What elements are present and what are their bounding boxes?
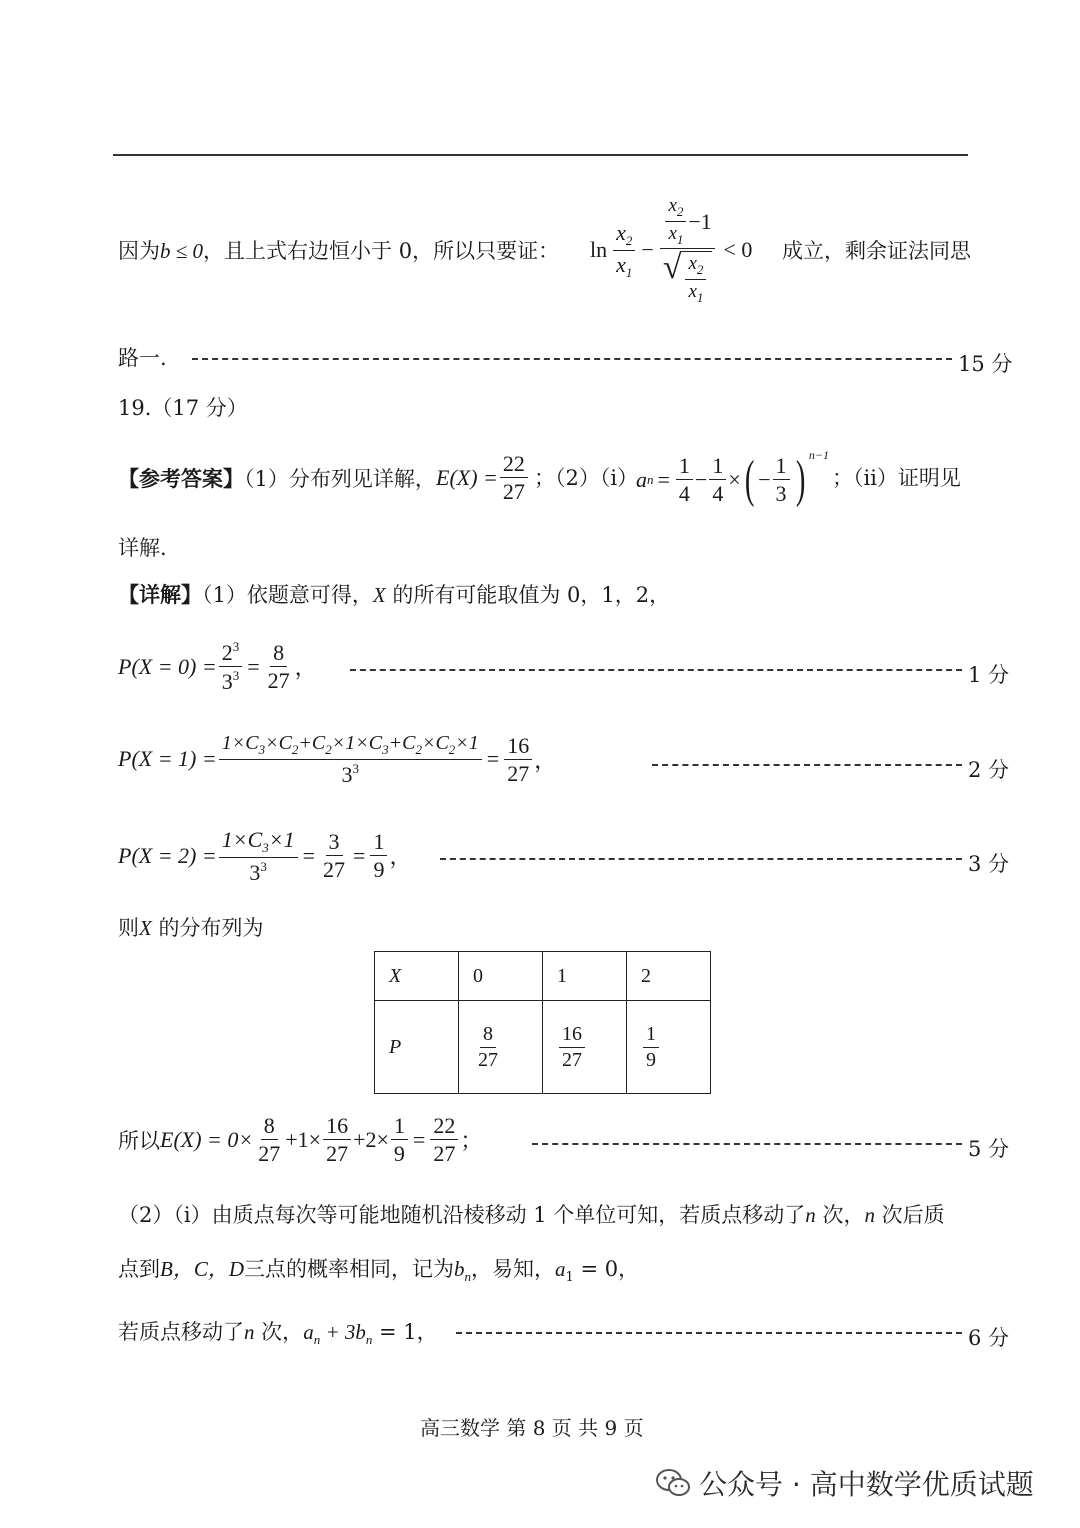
score-2: 2 分 (968, 758, 1010, 782)
answer-cont: 详解. (118, 536, 167, 560)
line1-suffix: 成立，剩余证法同思 (782, 239, 971, 263)
table-cell: X (375, 952, 459, 1001)
answer-part2: ；（2）（i） (534, 466, 639, 490)
answer-text: 【参考答案】（1）分布列见详解， (118, 466, 436, 491)
part2-line2: 点到B，C，D三点的概率相同，记为$b_n$，易知，$a_1 = 0$， (118, 1257, 640, 1285)
answer-an: a n = $\frac{1}{4}$ − $\frac{1}{4}$ × ( − $\frac{1}{3}$ ) n−1 (636, 448, 829, 508)
dash-leader (456, 1332, 962, 1334)
table-cell: P (375, 1001, 459, 1094)
score-5: 5 分 (968, 1137, 1010, 1161)
score-1: 1 分 (968, 663, 1010, 687)
p2-formula: P(X = 2) = $\frac{1\times C_3\times 1}{3^3}$ = $\frac{3}{27}$ = $\frac{1}{9}$ ， (118, 827, 412, 885)
page-footer: 高三数学 第 8 页 共 9 页 (420, 1416, 644, 1440)
table-cell: 0 (459, 952, 543, 1001)
table-cell: 1 (543, 952, 627, 1001)
wechat-icon (655, 1468, 691, 1498)
dash-leader (192, 358, 952, 360)
part2-line3: 若质点移动了n 次，$a_n + 3b_n = 1$， (118, 1320, 438, 1347)
table-cell: 2 (627, 952, 711, 1001)
dash-leader (652, 764, 962, 766)
ex-formula: 所以 E(X) = 0× $\frac{8}{27}$ +1× $\frac{16}{27}$ +2× $\frac{1}{9}$ = $\frac{22}{27}$ ； (118, 1113, 483, 1167)
part2-line1: （2）（i）由质点每次等可能地随机沿棱移动 1 个单位可知，若质点移动了n 次，n 次后质 (118, 1203, 945, 1227)
watermark-text: 公众号 · 高中数学优质试题 (699, 1468, 1034, 1501)
p1-formula: P(X = 1) = $\frac{1\times C_3\times C_2+C_2\times 1\times C_3+C_2\times C_2\times 1}{3^3}$ = $\frac{16}{27}$ ， (118, 732, 557, 787)
score-15: 15 分 (958, 352, 1013, 376)
dash-leader (532, 1143, 962, 1145)
table-cell: $\frac{8}{27}$ (459, 1001, 543, 1094)
score-3: 3 分 (968, 852, 1010, 876)
header-rule (113, 154, 968, 156)
question-19: 19.（17 分） (118, 396, 248, 420)
dash-leader (440, 858, 962, 860)
answer-part3: ；（ii）证明见 (832, 466, 961, 490)
line1-formula: ln $\frac{x_2}{x_1}$ − $\frac{x_2}{x_1}$ −1 √ $\frac{x_2}{x_1}$ < 0 (590, 195, 753, 305)
line1-text: 因为b ≤ 0，且上式右边恒小于 0，所以只要证： (118, 239, 560, 263)
distribution-table (374, 951, 711, 1094)
watermark (655, 1463, 1034, 1503)
dist-intro: 则X 的分布列为 (118, 916, 264, 940)
table-cell: $\frac{1}{9}$ (627, 1001, 711, 1094)
table-cell: $\frac{16}{27}$ (543, 1001, 627, 1094)
score-6: 6 分 (968, 1326, 1010, 1350)
dash-leader (350, 669, 962, 671)
detail-line: 【详解】（1）依题意可得，X 的所有可能取值为 0，1，2， (118, 582, 671, 607)
line1-cont: 路一. (118, 346, 167, 370)
answer-ex: E(X) = $\frac{22}{27}$ (436, 452, 530, 503)
p0-formula: P(X = 0) = $\frac{2^3}{3^3}$ = $\frac{8}{27}$ ， (118, 639, 317, 695)
